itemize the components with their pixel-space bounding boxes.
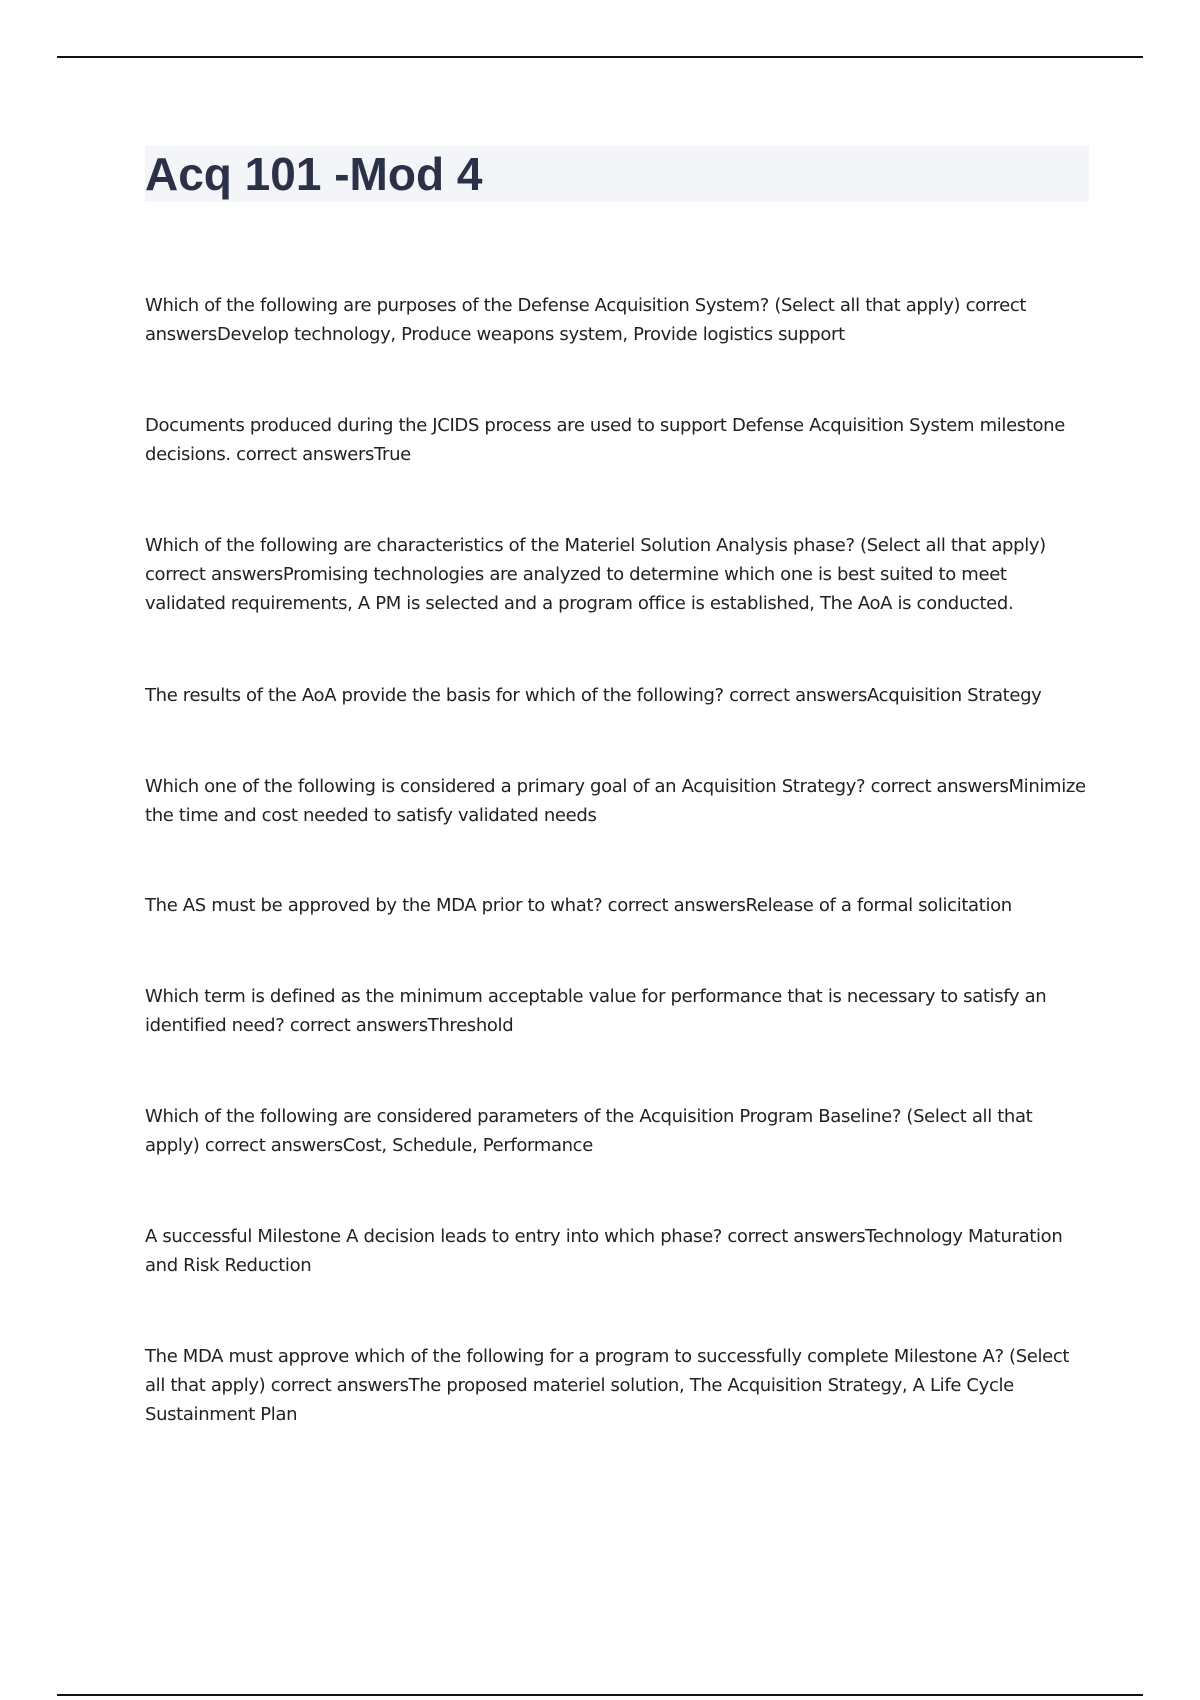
- qa-item: A successful Milestone A decision leads to entry into which phase? correct answersTechnology Maturation and Risk Reduction: [145, 1226, 1063, 1276]
- bottom-rule: [57, 1694, 1143, 1696]
- document-title: Acq 101 -Mod 4: [145, 148, 483, 200]
- qa-item: Which of the following are considered parameters of the Acquisition Program Baseline? (Select all that apply) correct answersCost, Schedule, Performance: [145, 1106, 1033, 1156]
- qa-item: Which of the following are characteristics of the Materiel Solution Analysis phase? (Select all that apply) correct answersPromising technologies are analyzed to determine which one is best suited to meet validated requirements, A PM is selected and a program office is established, The AoA is conducted.: [145, 535, 1046, 614]
- qa-item: The MDA must approve which of the following for a program to successfully complete Milestone A? (Select all that apply) correct answersThe proposed materiel solution, The Acquisition Strategy, A Life Cycle Sustainment Plan: [145, 1346, 1070, 1425]
- qa-item: Which of the following are purposes of the Defense Acquisition System? (Select all that apply) correct answersDevelop technology, Produce weapons system, Provide logistics support: [145, 295, 1027, 345]
- qa-item: Which term is defined as the minimum acceptable value for performance that is necessary to satisfy an identified need? correct answersThreshold: [145, 986, 1047, 1036]
- qa-item: Documents produced during the JCIDS process are used to support Defense Acquisition System milestone decisions. correct answersTrue: [145, 415, 1065, 465]
- qa-item: Which one of the following is considered a primary goal of an Acquisition Strategy? correct answersMinimize the time and cost needed to satisfy validated needs: [145, 776, 1086, 826]
- top-rule: [57, 56, 1143, 58]
- qa-item: The results of the AoA provide the basis for which of the following? correct answersAcquisition Strategy: [145, 685, 1042, 706]
- qa-item: The AS must be approved by the MDA prior to what? correct answersRelease of a formal solicitation: [145, 895, 1012, 916]
